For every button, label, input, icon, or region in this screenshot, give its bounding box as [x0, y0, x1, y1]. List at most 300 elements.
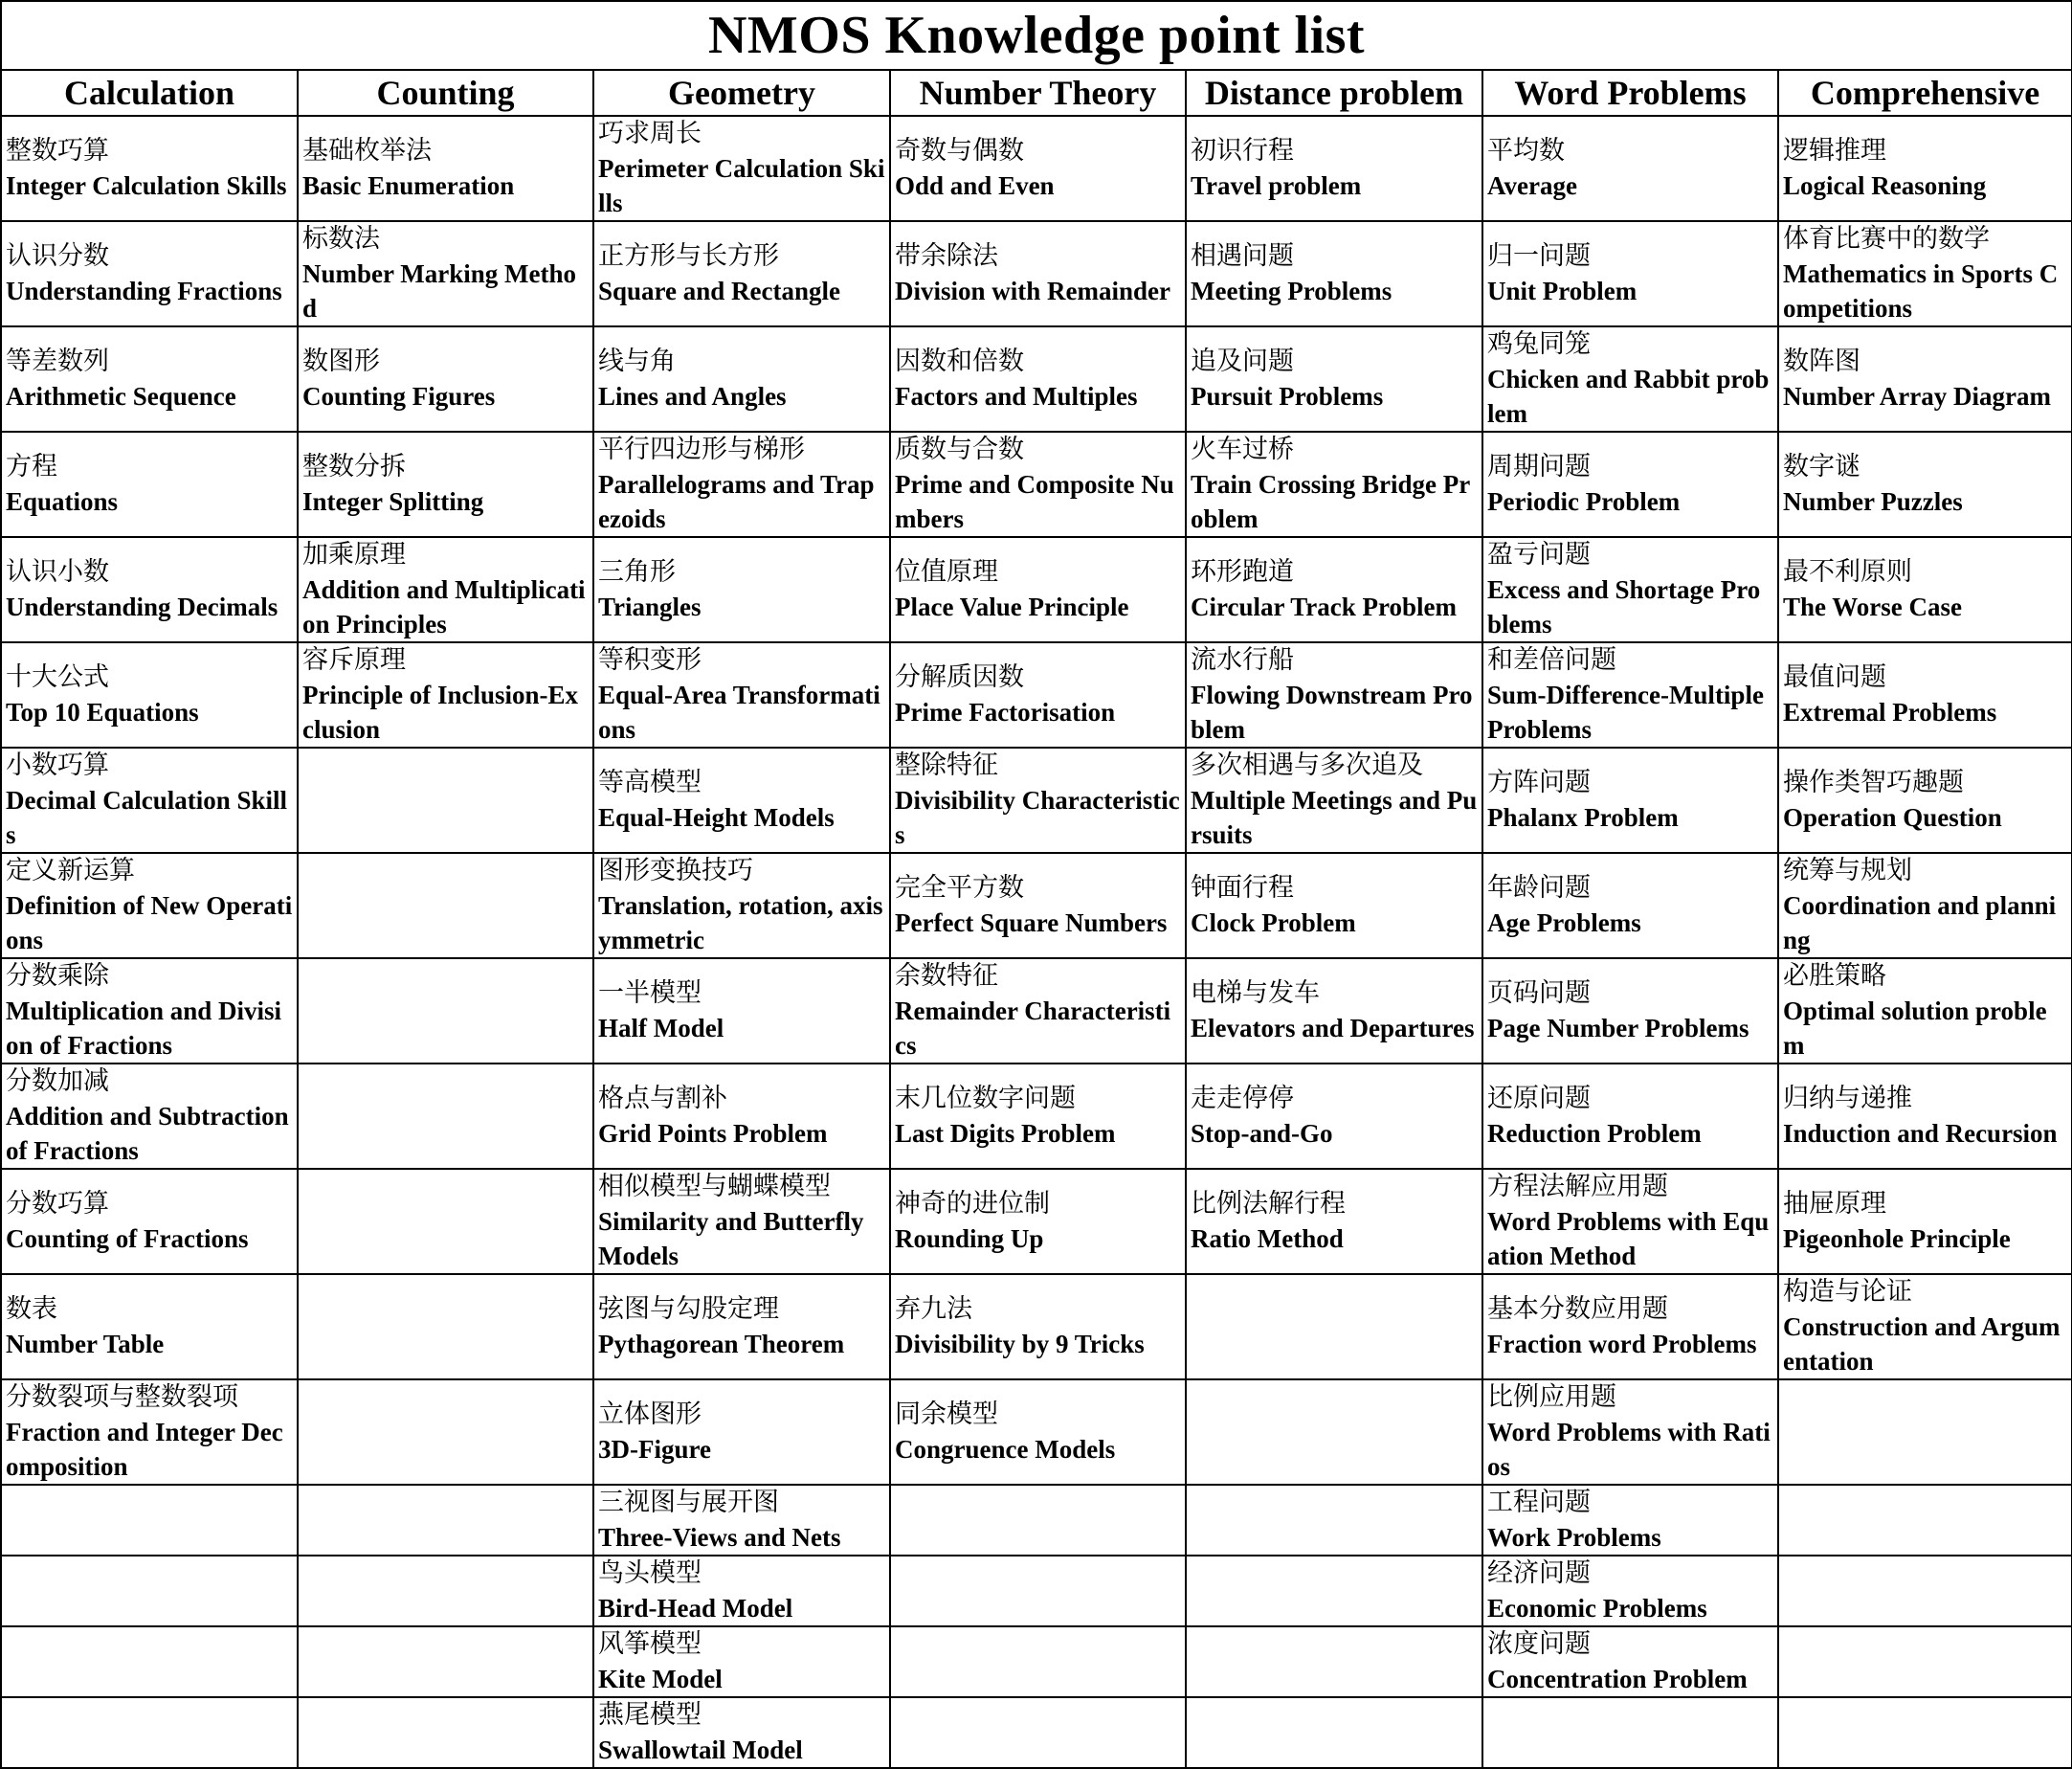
topic-english: Prime Factorisation	[895, 698, 1116, 727]
table-cell	[1186, 1379, 1482, 1485]
title-row	[1, 1, 2072, 70]
topic-english: Prime and Composite Numbers	[895, 470, 1174, 533]
topic-chinese: 追及问题	[1191, 347, 1294, 376]
topic-chinese: 和差倍问题	[1487, 645, 1616, 675]
topic-chinese: 走走停停	[1191, 1084, 1294, 1113]
table-cell	[593, 537, 890, 642]
table-cell	[1482, 1169, 1778, 1274]
topic-english: Swallowtail Model	[598, 1735, 803, 1764]
table-cell	[1, 642, 298, 748]
topic-chinese: 相似模型与蝴蝶模型	[598, 1172, 831, 1201]
topic-english: Decimal Calculation Skills	[6, 786, 288, 849]
table-cell	[593, 1697, 890, 1768]
topic-chinese: 正方形与长方形	[598, 241, 779, 271]
table-cell	[1, 221, 298, 326]
topic-english: Number Puzzles	[1783, 487, 1963, 516]
topic-english: Equal-Height Models	[598, 803, 835, 832]
topic-chinese: 图形变换技巧	[598, 856, 753, 885]
table-cell	[1186, 116, 1482, 221]
topic-chinese: 必胜策略	[1783, 961, 1886, 991]
table-cell	[1, 748, 298, 853]
topic-english: Arithmetic Sequence	[6, 382, 236, 411]
topic-chinese: 小数巧算	[6, 750, 109, 780]
topic-chinese: 浓度问题	[1487, 1629, 1591, 1659]
table-cell	[1186, 537, 1482, 642]
topic-english: Age Problems	[1487, 908, 1641, 937]
topic-english: Word Problems with Equation Method	[1487, 1207, 1770, 1270]
topic-chinese: 统筹与规划	[1783, 856, 1912, 885]
table-cell	[593, 1274, 890, 1379]
topic-chinese: 分数巧算	[6, 1189, 109, 1219]
topic-english: Translation, rotation, axisymmetric	[598, 891, 883, 954]
topic-chinese: 奇数与偶数	[895, 136, 1024, 166]
topic-english: Logical Reasoning	[1783, 171, 1987, 200]
topic-chinese: 电梯与发车	[1191, 978, 1320, 1008]
topic-chinese: 余数特征	[895, 961, 998, 991]
topic-english: Kite Model	[598, 1665, 723, 1693]
table-cell	[1, 853, 298, 958]
table-cell	[890, 432, 1186, 537]
topic-english: Bird-Head Model	[598, 1594, 793, 1623]
topic-chinese: 体育比赛中的数学	[1783, 224, 1990, 254]
table-row	[1, 1274, 2072, 1379]
topic-chinese: 鸟头模型	[598, 1558, 702, 1588]
topic-chinese: 最不利原则	[1783, 557, 1912, 587]
topic-chinese: 容斥原理	[302, 645, 406, 675]
table-cell	[890, 537, 1186, 642]
topic-english: Induction and Recursion	[1783, 1119, 2058, 1148]
table-cell	[298, 537, 593, 642]
topic-english: Word Problems with Ratios	[1487, 1418, 1771, 1481]
topic-chinese: 认识小数	[6, 557, 109, 587]
table-cell	[1, 958, 298, 1064]
topic-chinese: 标数法	[302, 224, 380, 254]
topic-english: Similarity and Butterfly Models	[598, 1207, 864, 1270]
topic-english: Basic Enumeration	[302, 171, 515, 200]
table-cell	[298, 1697, 593, 1768]
topic-english: Perimeter Calculation Skills	[598, 154, 885, 217]
topic-english: Pursuit Problems	[1191, 382, 1384, 411]
table-cell	[1482, 748, 1778, 853]
table-row	[1, 1169, 2072, 1274]
table-cell	[298, 116, 593, 221]
topic-chinese: 数字谜	[1783, 452, 1860, 481]
column-header: Counting	[298, 70, 593, 116]
table-cell	[1186, 1556, 1482, 1626]
table-row	[1, 1379, 2072, 1485]
topic-chinese: 认识分数	[6, 241, 109, 271]
table-cell	[593, 326, 890, 432]
topic-chinese: 火车过桥	[1191, 435, 1294, 464]
topic-english: Three-Views and Nets	[598, 1523, 841, 1552]
table-cell	[1186, 853, 1482, 958]
topic-chinese: 三角形	[598, 557, 676, 587]
topic-chinese: 等高模型	[598, 768, 702, 797]
topic-chinese: 基础枚举法	[302, 136, 432, 166]
table-row	[1, 853, 2072, 958]
topic-chinese: 三视图与展开图	[598, 1488, 779, 1517]
table-cell	[1482, 1379, 1778, 1485]
table-row	[1, 1556, 2072, 1626]
topic-english: Remainder Characteristics	[895, 996, 1171, 1060]
table-row	[1, 1485, 2072, 1556]
column-header: Comprehensive	[1778, 70, 2072, 116]
table-cell	[1, 1379, 298, 1485]
topic-chinese: 立体图形	[598, 1400, 702, 1429]
table-row	[1, 326, 2072, 432]
table-row	[1, 1697, 2072, 1768]
topic-chinese: 一半模型	[598, 978, 702, 1008]
topic-chinese: 经济问题	[1487, 1558, 1591, 1588]
table-cell	[1778, 1274, 2072, 1379]
table-cell	[593, 1379, 890, 1485]
topic-english: Stop-and-Go	[1191, 1119, 1333, 1148]
table-cell	[1, 1064, 298, 1169]
topic-english: Multiple Meetings and Pursuits	[1191, 786, 1478, 849]
table-cell	[1482, 642, 1778, 748]
topic-english: Work Problems	[1487, 1523, 1661, 1552]
table-cell	[890, 1697, 1186, 1768]
topic-english: Elevators and Departures	[1191, 1014, 1475, 1042]
table-cell	[1778, 1379, 2072, 1485]
table-cell	[890, 853, 1186, 958]
topic-english: Rounding Up	[895, 1224, 1044, 1253]
table-cell	[1482, 537, 1778, 642]
column-header: Geometry	[593, 70, 890, 116]
topic-english: Multiplication and Division of Fractions	[6, 996, 282, 1060]
table-cell	[298, 1064, 593, 1169]
table-cell	[298, 1379, 593, 1485]
topic-english: Circular Track Problem	[1191, 593, 1457, 621]
topic-chinese: 工程问题	[1487, 1488, 1591, 1517]
topic-english: Flowing Downstream Problem	[1191, 681, 1473, 744]
topic-english: Pigeonhole Principle	[1783, 1224, 2011, 1253]
table-cell	[298, 1485, 593, 1556]
table-cell	[1482, 1274, 1778, 1379]
topic-english: Counting Figures	[302, 382, 496, 411]
topic-english: Equal-Area Transformations	[598, 681, 880, 744]
table-cell	[890, 748, 1186, 853]
table-cell	[298, 221, 593, 326]
table-row	[1, 116, 2072, 221]
topic-english: Concentration Problem	[1487, 1665, 1748, 1693]
topic-chinese: 分解质因数	[895, 662, 1024, 692]
table-cell	[1186, 221, 1482, 326]
table-cell	[593, 642, 890, 748]
topic-english: Unit Problem	[1487, 277, 1638, 305]
topic-chinese: 最值问题	[1783, 662, 1886, 692]
topic-chinese: 抽屉原理	[1783, 1189, 1886, 1219]
table-cell	[593, 1169, 890, 1274]
topic-chinese: 比例应用题	[1487, 1382, 1616, 1412]
topic-english: Optimal solution problem	[1783, 996, 2047, 1060]
topic-english: Place Value Principle	[895, 593, 1129, 621]
topic-english: Perfect Square Numbers	[895, 908, 1168, 937]
table-cell	[1482, 1626, 1778, 1697]
topic-chinese: 平行四边形与梯形	[598, 435, 805, 464]
table-cell	[1186, 1626, 1482, 1697]
topic-english: Sum-Difference-Multiple Problems	[1487, 681, 1764, 744]
topic-english: The Worse Case	[1783, 593, 1962, 621]
table-cell	[1, 1169, 298, 1274]
topic-english: Extremal Problems	[1783, 698, 1997, 727]
page-title: NMOS Knowledge point list	[1, 1, 2072, 70]
topic-english: Factors and Multiples	[895, 382, 1138, 411]
table-cell	[298, 1169, 593, 1274]
table-cell	[1778, 326, 2072, 432]
table-row	[1, 642, 2072, 748]
topic-chinese: 盈亏问题	[1487, 540, 1591, 570]
table-cell	[890, 1556, 1186, 1626]
topic-chinese: 方程法解应用题	[1487, 1172, 1668, 1201]
topic-chinese: 弦图与勾股定理	[598, 1294, 779, 1324]
table-cell	[1482, 958, 1778, 1064]
table-cell	[1, 1626, 298, 1697]
topic-chinese: 分数乘除	[6, 961, 109, 991]
table-cell	[1778, 748, 2072, 853]
topic-english: Fraction word Problems	[1487, 1330, 1757, 1358]
topic-english: Mathematics in Sports Competitions	[1783, 259, 2059, 323]
table-cell	[1778, 1485, 2072, 1556]
topic-chinese: 年龄问题	[1487, 873, 1591, 903]
table-cell	[1482, 221, 1778, 326]
table-cell	[298, 326, 593, 432]
topic-chinese: 平均数	[1487, 136, 1565, 166]
topic-english: Square and Rectangle	[598, 277, 841, 305]
table-cell	[593, 1626, 890, 1697]
column-header-row	[1, 70, 2072, 116]
table-cell	[593, 1556, 890, 1626]
table-cell	[1186, 432, 1482, 537]
topic-chinese: 逻辑推理	[1783, 136, 1886, 166]
table-cell	[1778, 537, 2072, 642]
table-cell	[298, 958, 593, 1064]
topic-english: Number Array Diagram	[1783, 382, 2051, 411]
topic-chinese: 分数裂项与整数裂项	[6, 1382, 238, 1412]
table-cell	[1482, 326, 1778, 432]
topic-english: Integer Splitting	[302, 487, 484, 516]
topic-chinese: 神奇的进位制	[895, 1189, 1050, 1219]
table-cell	[1186, 1064, 1482, 1169]
table-cell	[1, 1274, 298, 1379]
topic-english: Half Model	[598, 1014, 724, 1042]
table-cell	[1778, 1556, 2072, 1626]
topic-english: Principle of Inclusion-Exclusion	[302, 681, 579, 744]
table-cell	[593, 748, 890, 853]
topic-english: Triangles	[598, 593, 702, 621]
table-cell	[593, 853, 890, 958]
topic-chinese: 多次相遇与多次追及	[1191, 750, 1423, 780]
topic-chinese: 相遇问题	[1191, 241, 1294, 271]
table-cell	[890, 221, 1186, 326]
column-header: Calculation	[1, 70, 298, 116]
topic-english: Phalanx Problem	[1487, 803, 1679, 832]
topic-chinese: 格点与割补	[598, 1084, 727, 1113]
topic-chinese: 质数与合数	[895, 435, 1024, 464]
table-cell	[1186, 326, 1482, 432]
table-row	[1, 748, 2072, 853]
topic-chinese: 还原问题	[1487, 1084, 1591, 1113]
table-cell	[1, 1697, 298, 1768]
column-header: Word Problems	[1482, 70, 1778, 116]
column-header: Distance problem	[1186, 70, 1482, 116]
table-body	[1, 116, 2072, 1768]
table-cell	[593, 432, 890, 537]
table-cell	[1482, 853, 1778, 958]
topic-chinese: 完全平方数	[895, 873, 1024, 903]
topic-chinese: 整数分拆	[302, 452, 406, 481]
topic-english: Travel problem	[1191, 171, 1362, 200]
table-cell	[1482, 1697, 1778, 1768]
table-cell	[1186, 1485, 1482, 1556]
topic-english: Meeting Problems	[1191, 277, 1392, 305]
topic-chinese: 末几位数字问题	[895, 1084, 1076, 1113]
topic-chinese: 归纳与递推	[1783, 1084, 1912, 1113]
topic-chinese: 同余模型	[895, 1400, 998, 1429]
topic-chinese: 整除特征	[895, 750, 998, 780]
topic-chinese: 方阵问题	[1487, 768, 1591, 797]
topic-english: Number Marking Method	[302, 259, 576, 323]
table-cell	[1186, 748, 1482, 853]
topic-chinese: 线与角	[598, 347, 676, 376]
table-cell	[298, 853, 593, 958]
topic-english: Counting of Fractions	[6, 1224, 249, 1253]
table-cell	[593, 221, 890, 326]
table-cell	[1, 1556, 298, 1626]
table-cell	[1778, 432, 2072, 537]
topic-english: Addition and Subtraction of Fractions	[6, 1102, 289, 1165]
topic-english: Understanding Fractions	[6, 277, 282, 305]
topic-chinese: 方程	[6, 452, 57, 481]
table-cell	[593, 116, 890, 221]
table-cell	[1, 537, 298, 642]
topic-english: Average	[1487, 171, 1577, 200]
table-cell	[1778, 1697, 2072, 1768]
topic-chinese: 数图形	[302, 347, 380, 376]
topic-english: Reduction Problem	[1487, 1119, 1702, 1148]
table-cell	[1186, 1274, 1482, 1379]
topic-english: Grid Points Problem	[598, 1119, 828, 1148]
topic-english: Coordination and planning	[1783, 891, 2057, 954]
table-row	[1, 1064, 2072, 1169]
table-cell	[890, 116, 1186, 221]
topic-chinese: 鸡兔同笼	[1487, 329, 1591, 359]
table-row	[1, 537, 2072, 642]
table-cell	[890, 1274, 1186, 1379]
topic-chinese: 初识行程	[1191, 136, 1294, 166]
topic-chinese: 带余除法	[895, 241, 998, 271]
table-cell	[1778, 1169, 2072, 1274]
table-cell	[593, 958, 890, 1064]
table-cell	[1, 432, 298, 537]
table-cell	[1778, 853, 2072, 958]
topic-chinese: 定义新运算	[6, 856, 135, 885]
table-cell	[1186, 1697, 1482, 1768]
table-cell	[890, 642, 1186, 748]
topic-chinese: 等差数列	[6, 347, 109, 376]
topic-chinese: 数表	[6, 1294, 57, 1324]
table-cell	[298, 1274, 593, 1379]
table-cell	[1778, 221, 2072, 326]
topic-chinese: 基本分数应用题	[1487, 1294, 1668, 1324]
table-row	[1, 432, 2072, 537]
topic-english: Economic Problems	[1487, 1594, 1707, 1623]
topic-chinese: 流水行船	[1191, 645, 1294, 675]
table-cell	[1778, 642, 2072, 748]
topic-chinese: 构造与论证	[1783, 1277, 1912, 1307]
table-row	[1, 221, 2072, 326]
topic-chinese: 燕尾模型	[598, 1700, 702, 1730]
table-cell	[298, 748, 593, 853]
table-cell	[1482, 432, 1778, 537]
topic-chinese: 操作类智巧趣题	[1783, 768, 1964, 797]
table-cell	[1778, 958, 2072, 1064]
table-cell	[1482, 1556, 1778, 1626]
topic-english: Addition and Multiplication Principles	[302, 575, 586, 638]
topic-english: Excess and Shortage Problems	[1487, 575, 1761, 638]
topic-english: Operation Question	[1783, 803, 2002, 832]
topic-english: Number Table	[6, 1330, 165, 1358]
table-cell	[890, 1169, 1186, 1274]
table-cell	[890, 958, 1186, 1064]
topic-chinese: 周期问题	[1487, 452, 1591, 481]
table-cell	[1778, 1626, 2072, 1697]
topic-english: Parallelograms and Trapezoids	[598, 470, 875, 533]
table-cell	[1186, 642, 1482, 748]
topic-english: Equations	[6, 487, 119, 516]
table-cell	[1186, 958, 1482, 1064]
topic-english: Congruence Models	[895, 1435, 1116, 1464]
topic-english: Ratio Method	[1191, 1224, 1344, 1253]
topic-english: Integer Calculation Skills	[6, 171, 287, 200]
topic-chinese: 整数巧算	[6, 136, 109, 166]
topic-english: Page Number Problems	[1487, 1014, 1749, 1042]
topic-english: Definition of New Operations	[6, 891, 293, 954]
table-cell	[1482, 1064, 1778, 1169]
topic-english: Construction and Argumentation	[1783, 1312, 2061, 1376]
topic-english: Periodic Problem	[1487, 487, 1681, 516]
table-cell	[1, 116, 298, 221]
table-row	[1, 958, 2072, 1064]
topic-english: Chicken and Rabbit problem	[1487, 365, 1770, 428]
topic-english: 3D-Figure	[598, 1435, 711, 1464]
topic-english: Lines and Angles	[598, 382, 787, 411]
topic-english: Fraction and Integer Decomposition	[6, 1418, 283, 1481]
topic-chinese: 数阵图	[1783, 347, 1860, 376]
topic-english: Clock Problem	[1191, 908, 1356, 937]
topic-chinese: 因数和倍数	[895, 347, 1024, 376]
topic-chinese: 位值原理	[895, 557, 998, 587]
table-cell	[298, 642, 593, 748]
topic-chinese: 比例法解行程	[1191, 1189, 1346, 1219]
topic-chinese: 十大公式	[6, 662, 109, 692]
topic-english: Train Crossing Bridge Problem	[1191, 470, 1471, 533]
table-cell	[1778, 1064, 2072, 1169]
table-cell	[298, 432, 593, 537]
table-cell	[1186, 1169, 1482, 1274]
table-cell	[890, 1485, 1186, 1556]
table-cell	[890, 1064, 1186, 1169]
topic-chinese: 风筝模型	[598, 1629, 702, 1659]
topic-chinese: 页码问题	[1487, 978, 1591, 1008]
table-cell	[890, 326, 1186, 432]
table-cell	[1, 1485, 298, 1556]
topic-chinese: 归一问题	[1487, 241, 1591, 271]
topic-english: Top 10 Equations	[6, 698, 199, 727]
table-cell	[298, 1556, 593, 1626]
table-cell	[890, 1379, 1186, 1485]
table-cell	[593, 1485, 890, 1556]
